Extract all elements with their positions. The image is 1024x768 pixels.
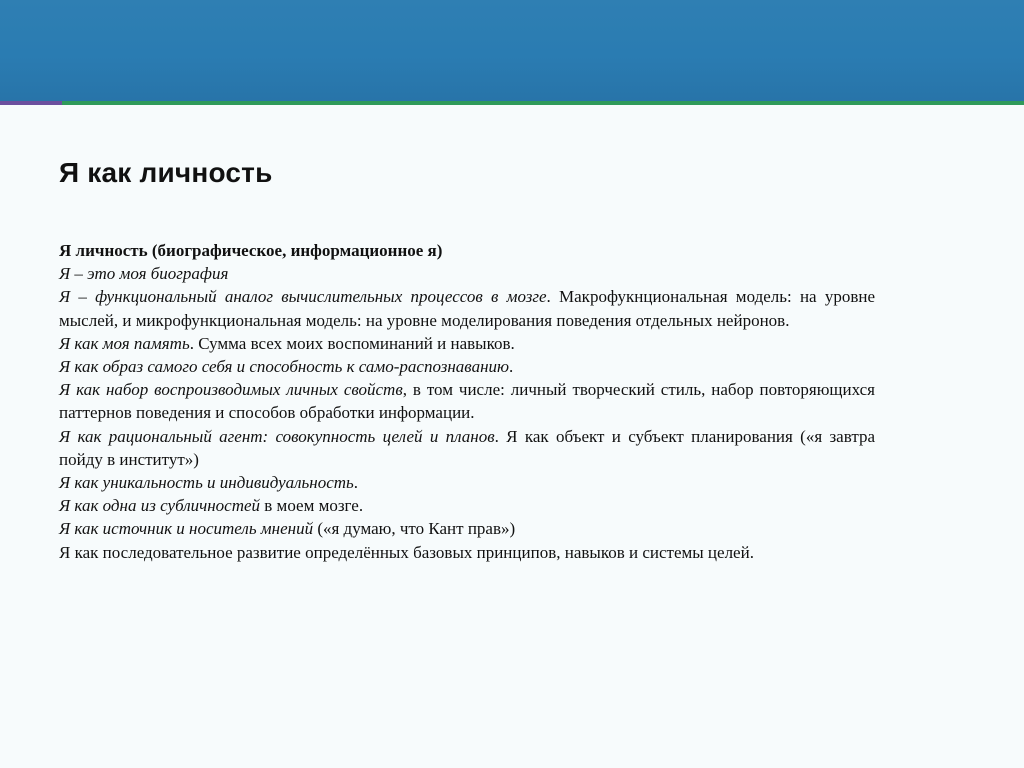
body-line-11 [59, 541, 875, 564]
body-line-4 [59, 332, 875, 355]
body-line-11-text: Я как последовательное развитие определённых базовых принципов, навыков и системы целей. [59, 542, 754, 562]
body-line-9-text: в моем мозге. [260, 496, 364, 516]
body-line-10-italic: Я как источник и носитель мнений [59, 519, 314, 539]
body-line-3 [59, 285, 875, 331]
body-line-4-text: . Сумма всех моих воспоминаний и навыков. [189, 333, 515, 353]
body-line-2 [59, 262, 875, 285]
body-line-8 [59, 471, 875, 494]
body-line-7 [59, 425, 875, 471]
body-line-5 [59, 355, 875, 378]
body-line-6-italic: Я как набор воспроизводимых личных свойств [59, 380, 403, 400]
header-banner [0, 0, 1024, 101]
header-accent-line [0, 101, 1024, 105]
body-line-3-italic: Я – функциональный аналог вычислительных процессов в мозге [59, 287, 547, 307]
slide-body [59, 239, 875, 564]
body-line-8-italic: Я как уникальность и индивидуальность [59, 473, 354, 493]
body-line-6-text: , в том числе: личный творческий стиль, набор повторяющихся паттернов поведения и способов обработки информации. [59, 380, 875, 423]
body-line-2-italic: Я – это моя биография [59, 264, 229, 284]
body-line-4-italic: Я как моя память [59, 333, 190, 353]
body-line-5-text: . [509, 357, 514, 377]
body-line-3-text: . Макрофукнциональная модель: на уровне мыслей, и микрофункциональная модель: на уровне моделирования поведения отдельных нейронов. [59, 287, 876, 330]
body-line-9-italic: Я как одна из субличностей [59, 496, 261, 516]
body-line-10-text: («я думаю, что Кант прав») [313, 519, 516, 539]
body-line-1 [59, 239, 875, 262]
slide-title: Я как личность [59, 157, 273, 188]
body-line-10 [59, 517, 875, 540]
body-line-1-bold: Я личность (биографическое, информационное я) [59, 241, 443, 260]
body-line-5-italic: Я как образ самого себя и способность к само-распознаванию [59, 357, 509, 377]
body-line-9 [59, 494, 875, 517]
header-accent-line-left [0, 101, 62, 105]
body-line-7-text: . Я как объект и субъект планирования («я завтра пойду в институт») [59, 426, 875, 469]
body-line-8-text: . [353, 473, 359, 493]
body-line-7-italic: Я как рациональный агент: совокупность целей и планов [59, 426, 495, 446]
body-line-6 [59, 378, 875, 424]
